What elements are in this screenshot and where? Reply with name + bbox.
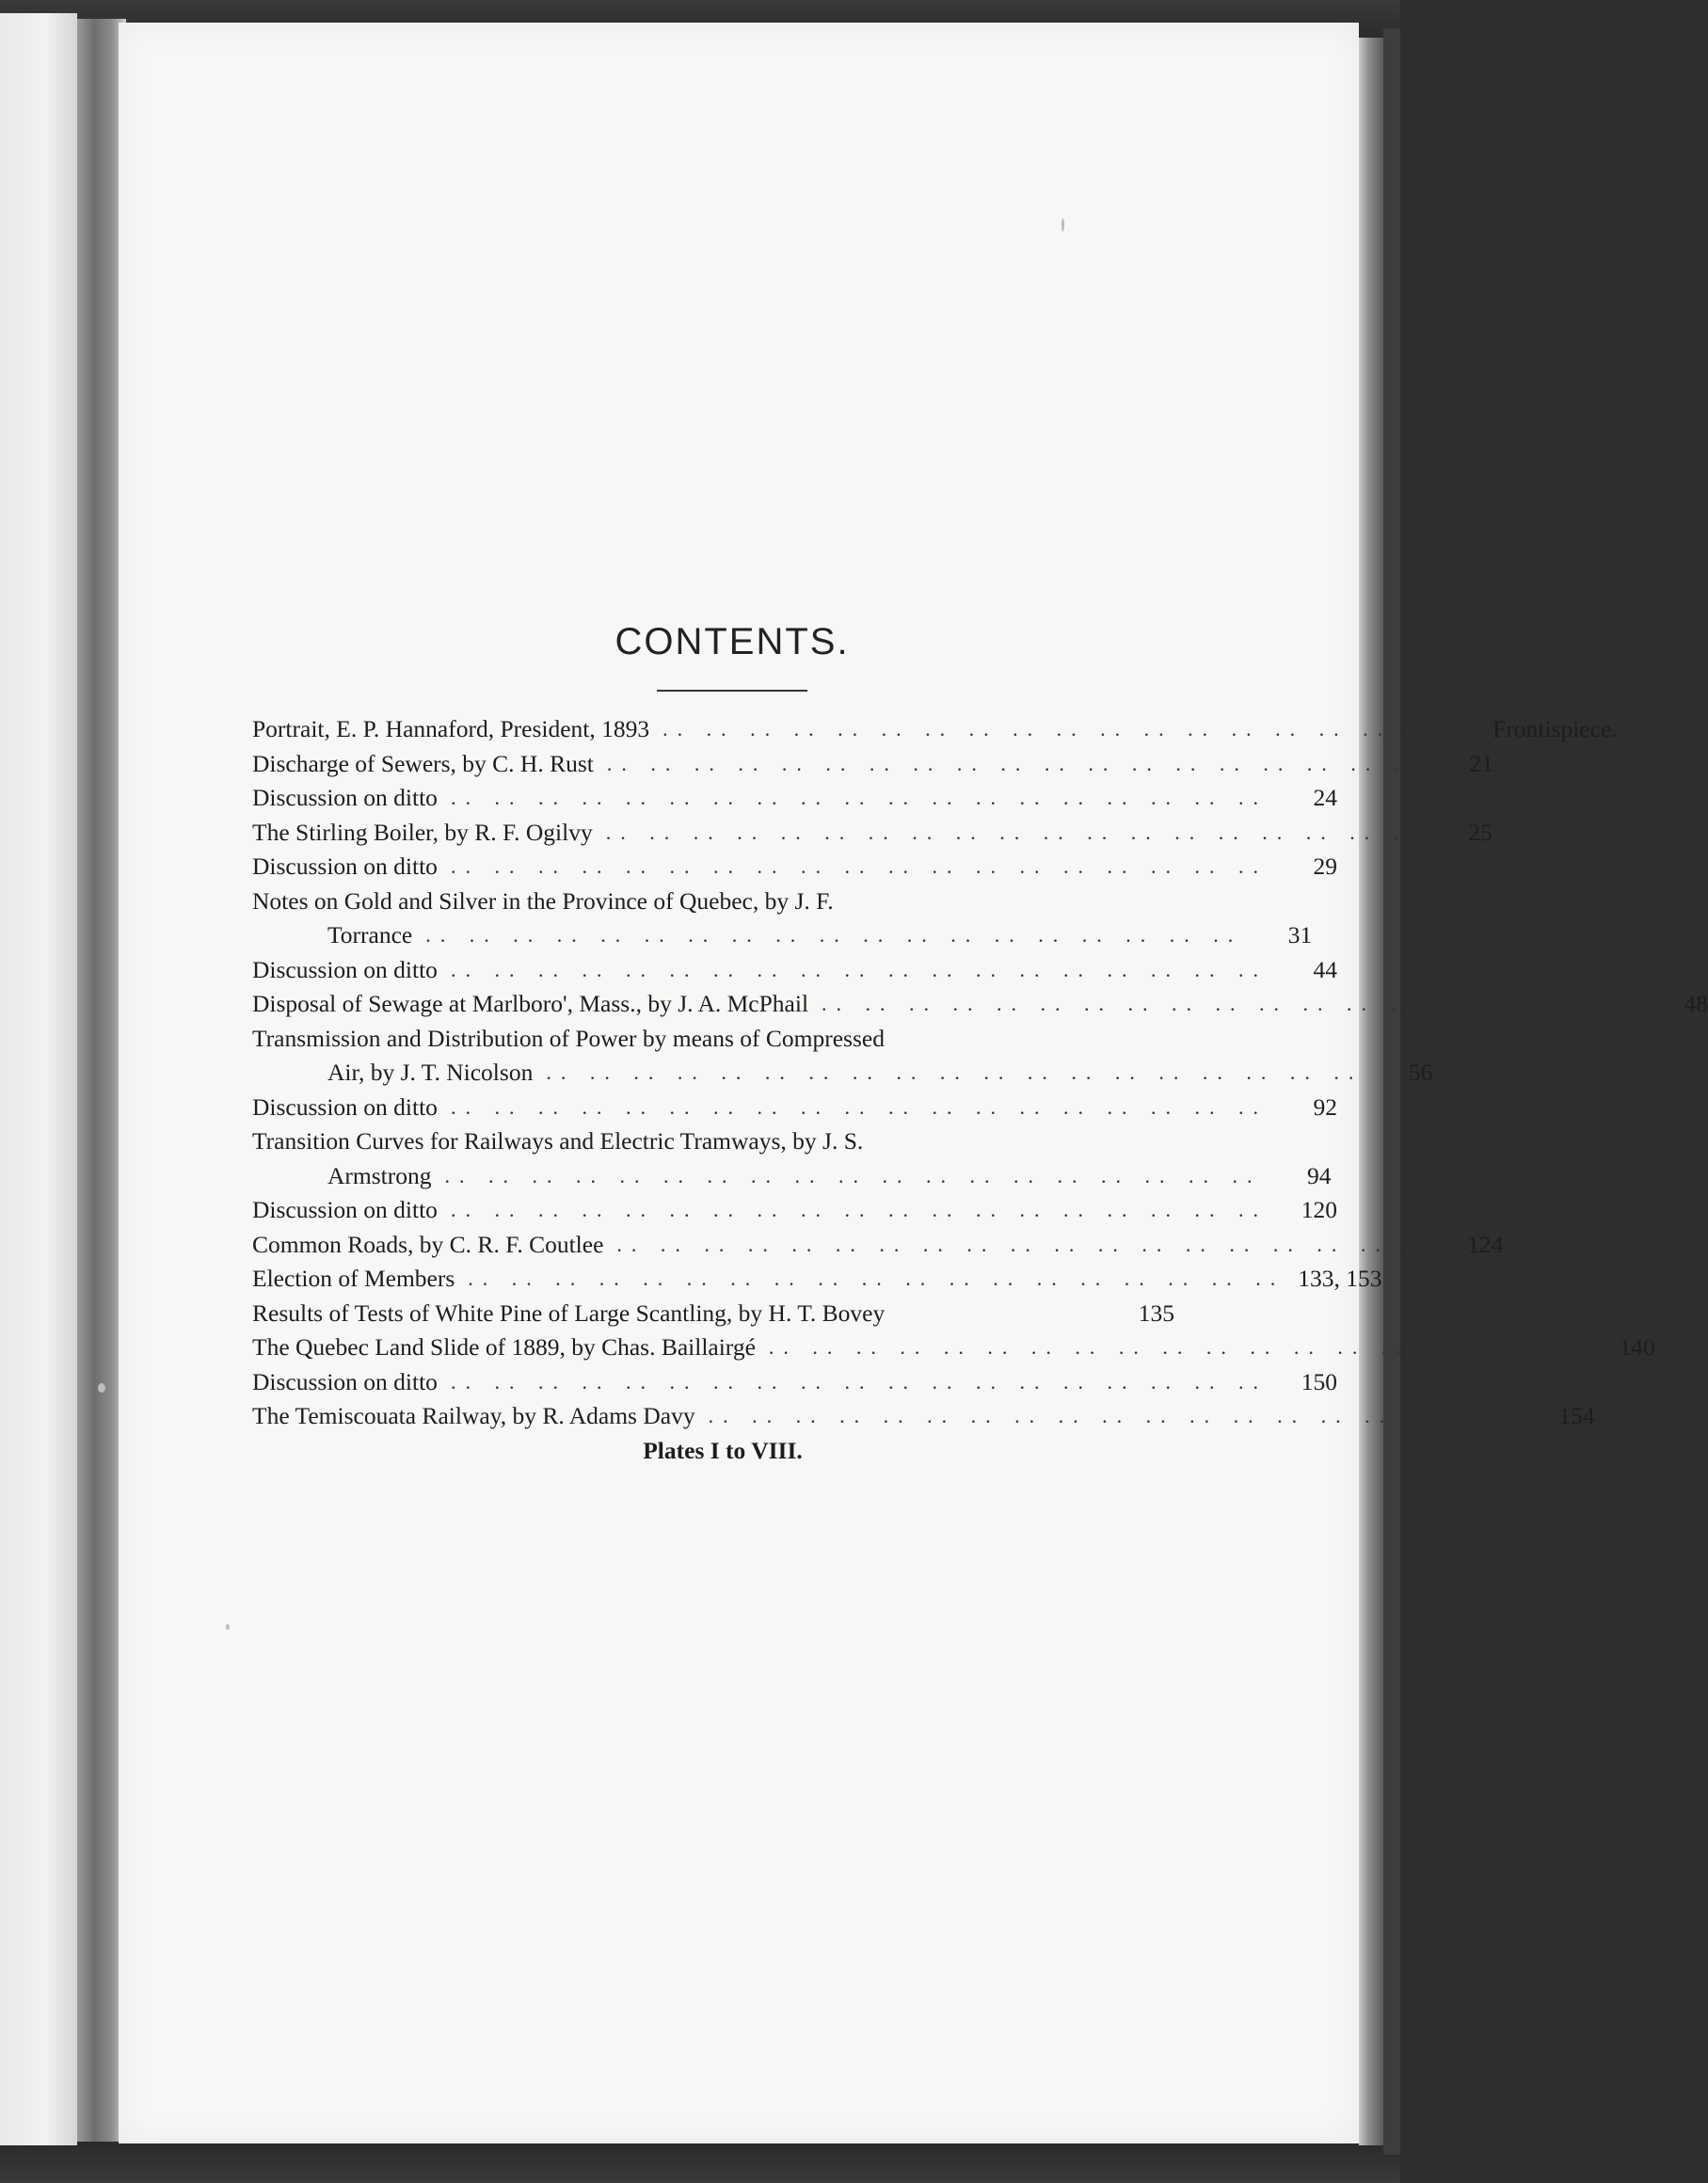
toc-entry-text: Discharge of Sewers, by C. H. Rust bbox=[252, 749, 594, 777]
toc-entry-text: Discussion on ditto bbox=[252, 852, 438, 880]
toc-page-number: 94 bbox=[1307, 1161, 1332, 1189]
plates-note: Plates I to VIII. bbox=[643, 1436, 803, 1464]
paper-speck bbox=[98, 1383, 105, 1393]
toc-entry bbox=[252, 987, 1708, 1022]
toc-page-number: 48 bbox=[1684, 990, 1708, 1017]
toc-page-number: Frontispiece. bbox=[1493, 715, 1618, 742]
toc-leader: .. .. .. .. .. .. .. .. .. .. .. .. .. .. .. .. .. .. .. bbox=[468, 1267, 1285, 1290]
toc-page-number: 92 bbox=[1313, 1092, 1337, 1121]
page-stack-shadow bbox=[1383, 28, 1400, 2155]
toc-page-number: 135 bbox=[1138, 1299, 1174, 1327]
toc-entry bbox=[252, 1124, 1332, 1193]
paper-speck bbox=[226, 1624, 230, 1630]
toc-page-number: 124 bbox=[1467, 1230, 1504, 1258]
toc-leader: .. .. .. .. .. .. .. .. .. .. .. .. .. .. .. .. .. .. .. bbox=[450, 957, 1268, 981]
toc-entry-text-continued: Armstrong bbox=[327, 1161, 432, 1189]
toc-entry bbox=[252, 1399, 1595, 1434]
toc-entry-text-continued: Torrance bbox=[327, 921, 413, 948]
toc-leader: .. .. .. .. .. .. .. .. .. .. .. .. .. .. .. .. .. .. .. bbox=[606, 751, 1424, 775]
toc-leader: .. .. .. .. .. .. .. .. .. .. .. .. .. .. .. .. .. .. .. bbox=[616, 1232, 1434, 1256]
toc-entry-text: Transmission and Distribution of Power by means of Compressed bbox=[252, 1024, 885, 1052]
toc-entry-text: Discussion on ditto bbox=[252, 1092, 438, 1121]
toc-entry bbox=[252, 747, 1493, 782]
toc-entry-text: The Temiscouata Railway, by R. Adams Davy bbox=[252, 1402, 695, 1429]
paper-speck bbox=[1062, 218, 1064, 231]
toc-entry bbox=[252, 1091, 1337, 1125]
toc-entry-text: Discussion on ditto bbox=[252, 1367, 438, 1395]
toc-entry bbox=[252, 1365, 1337, 1400]
toc-page-number: 150 bbox=[1301, 1367, 1337, 1395]
toc-entry bbox=[252, 712, 1618, 747]
toc-leader: .. .. .. .. .. .. .. .. .. .. .. .. .. .. .. .. .. .. .. bbox=[450, 854, 1268, 878]
facing-page-edge bbox=[0, 13, 77, 2145]
toc-leader: .. .. .. .. .. .. .. .. .. .. .. .. .. .. .. .. .. .. .. bbox=[662, 717, 1480, 741]
toc-entry-text: Discussion on ditto bbox=[252, 1196, 438, 1223]
toc-entry-text-continued: Air, by J. T. Nicolson bbox=[327, 1059, 534, 1086]
toc-entry-text: Common Roads, by C. R. F. Coutlee bbox=[252, 1230, 604, 1258]
toc-page-number: 24 bbox=[1313, 784, 1337, 811]
toc-entry bbox=[252, 1193, 1337, 1228]
toc-entry-text: Notes on Gold and Silver in the Province of Quebec, by J. F. bbox=[252, 886, 834, 915]
toc-leader: .. .. .. .. .. .. .. .. .. .. .. .. .. .. .. .. .. .. .. bbox=[450, 1198, 1268, 1221]
page-stack-edge bbox=[1359, 38, 1383, 2145]
table-of-contents bbox=[252, 621, 1708, 1468]
toc-entry bbox=[252, 1022, 1433, 1091]
contents-title: CONTENTS. bbox=[615, 621, 850, 662]
toc-entry-text: Portrait, E. P. Hannaford, President, 1893 bbox=[252, 715, 650, 742]
toc-leader: .. .. .. .. .. .. .. .. .. .. .. .. .. .. .. .. .. .. .. bbox=[546, 1060, 1364, 1084]
toc-leader: .. .. .. .. .. .. .. .. .. .. .. .. .. .. .. .. .. .. .. bbox=[822, 992, 1639, 1015]
toc-entry bbox=[252, 1262, 1382, 1297]
toc-leader: .. .. .. .. .. .. .. .. .. .. .. .. .. .. .. .. .. .. .. bbox=[450, 786, 1268, 809]
toc-page-number: 133, 153 bbox=[1298, 1265, 1382, 1292]
toc-entry-text: Transition Curves for Railways and Electric Tramways, by J. S. bbox=[252, 1127, 864, 1155]
toc-leader: .. .. .. .. .. .. .. .. .. .. .. .. .. .. .. .. .. .. .. bbox=[444, 1163, 1262, 1187]
toc-entry-text: Discussion on ditto bbox=[252, 955, 438, 983]
toc-entry bbox=[252, 953, 1337, 988]
toc-page-number: 120 bbox=[1301, 1196, 1337, 1223]
toc-leader: .. .. .. .. .. .. .. .. .. .. .. .. .. .. .. .. .. .. .. bbox=[768, 1335, 1586, 1359]
toc-page-number: 44 bbox=[1313, 955, 1337, 983]
toc-entry bbox=[252, 781, 1337, 816]
toc-page-number: 21 bbox=[1469, 749, 1493, 777]
toc-entry bbox=[252, 1331, 1655, 1365]
title-rule bbox=[657, 690, 807, 692]
toc-entry-text: Results of Tests of White Pine of Large Scantling, by H. T. Bovey bbox=[252, 1299, 886, 1327]
toc-page-number: 154 bbox=[1558, 1402, 1595, 1429]
toc-leader: .. .. .. .. .. .. .. .. .. .. .. .. .. .. .. .. .. .. .. bbox=[605, 820, 1423, 844]
toc-leader: .. .. .. .. .. .. .. .. .. .. .. .. .. .. .. .. .. .. .. bbox=[425, 923, 1243, 947]
toc-leader: .. .. .. .. .. .. .. .. .. .. .. .. .. .. .. .. .. .. .. bbox=[450, 1094, 1268, 1119]
toc-page-number: 140 bbox=[1619, 1333, 1655, 1361]
toc-entry bbox=[252, 816, 1493, 851]
toc-entry-text: Election of Members bbox=[252, 1265, 455, 1292]
toc-page-number: 29 bbox=[1313, 852, 1337, 880]
toc-leader: .. .. .. .. .. .. .. .. .. .. .. .. .. .. .. .. .. .. .. bbox=[450, 1369, 1268, 1394]
toc-page-number: 25 bbox=[1468, 818, 1493, 846]
toc-page-number: 56 bbox=[1408, 1059, 1433, 1086]
toc-entry bbox=[252, 1228, 1504, 1263]
toc-entry-text: Disposal of Sewage at Marlboro', Mass., by J. A. McPhail bbox=[252, 990, 809, 1017]
toc-entry-text: The Stirling Boiler, by R. F. Ogilvy bbox=[252, 818, 593, 846]
toc-entry-text: The Quebec Land Slide of 1889, by Chas. Baillairgé bbox=[252, 1333, 756, 1361]
toc-entry bbox=[252, 884, 1313, 953]
toc-entry bbox=[252, 1297, 1174, 1331]
toc-leader: .. .. .. .. .. .. .. .. .. .. .. .. .. .. .. .. .. .. .. bbox=[708, 1404, 1525, 1427]
toc-page-number: 31 bbox=[1287, 921, 1313, 948]
toc-entry bbox=[252, 850, 1337, 884]
toc-entry-text: Discussion on ditto bbox=[252, 784, 438, 811]
